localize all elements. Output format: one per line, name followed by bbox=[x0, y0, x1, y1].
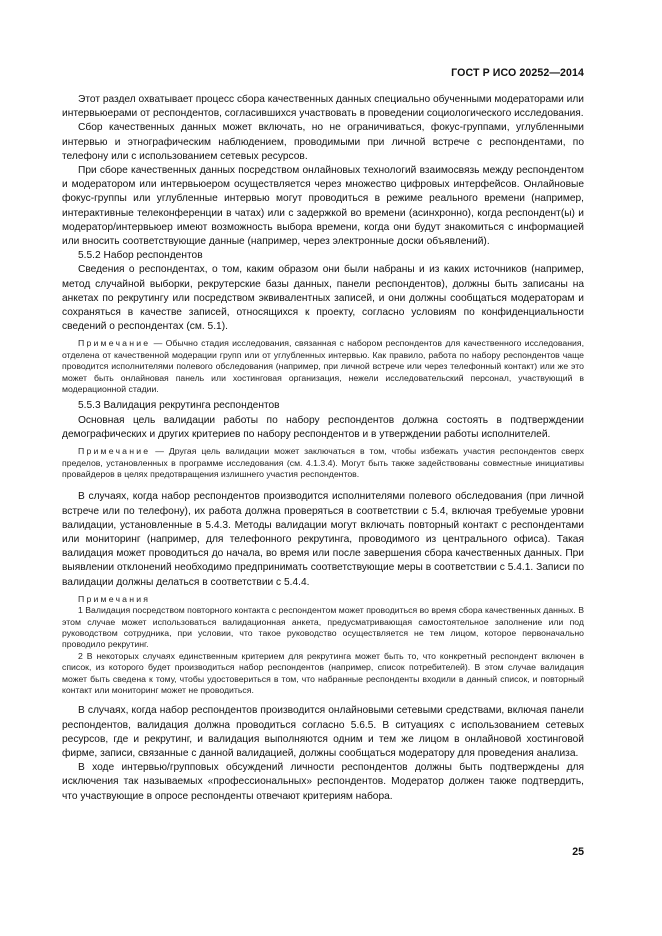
note-label: Примечание bbox=[78, 338, 151, 349]
note-item-1: 1 Валидация посредством повторного контакта с респондентом может проводиться во время сбора качественных данных. В этом случае может использоваться валидационная анкета, предусматривающая самостоятельное заполнение или под руководством сотрудника, при условии, что такое руководство осуществляется не тем лицом, которое первоначально проводило рекрутинг. bbox=[62, 605, 584, 650]
page-number: 25 bbox=[572, 846, 584, 858]
paragraph-scope: Этот раздел охватывает процесс сбора качественных данных специально обученными модераторами или интервьюерами от респондентов, согласившихся участвовать в проведении социологического исследования. bbox=[62, 94, 584, 120]
note-recruitment bbox=[62, 338, 584, 395]
section-heading-5-5-2: 5.5.2 Набор респондентов bbox=[78, 250, 203, 262]
paragraph-identity-check: В ходе интервью/групповых обсуждений личности респондентов должны быть подтверждены для исключения так называемых «профессиональных» респондентов. Модератор должен также подтвердить, что участвующие в опросе респонденты отвечают критериям набора. bbox=[62, 762, 584, 802]
note-text: — Обычно стадия исследования, связанная с набором респондентов для качественного исследования, отделена от качественной модерации групп или от углубленных интервью. Как правило, работа по набору респондентов чаще проводится исполнителями полевого обследования (например, при личной встрече или через телефонный контакт) или же это может быть онлайновая панель или хостинговая организация, нежели исследовательский персонал, участвующий в модерационной стадии. bbox=[62, 338, 584, 395]
paragraph-field-validation: В случаях, когда набор респондентов производится исполнителями полевого обследования (при личной встрече или по телефону), их работа должна проверяться в соответствии с 5.4, включая требуемые уровни валидации, установленные в 5.4.3. Методы валидации могут включать повторный контакт с респондентами или мониторинг (например, для телефонного рекрутинга, проводимого из центрального офиса). Такая валидация может проводиться до начала, во время или после завершения сбора качественных данных. При выявлении отклонений необходимо предпринимать соответствующие меры в соответствии с 5.4.1. Записи по валидации должны делаться в соответствии с 5.4.4. bbox=[62, 491, 584, 588]
notes-label: Примечания bbox=[78, 593, 151, 604]
section-heading-5-5-3: 5.5.3 Валидация рекрутинга респондентов bbox=[78, 400, 280, 412]
document-header: ГОСТ Р ИСО 20252—2014 bbox=[451, 67, 584, 79]
paragraph-methods: Сбор качественных данных может включать, но не ограничиваться, фокус-группами, углубленными интервью и этнографическим наблюдением, проводимыми при личной встрече с респондентами, по телефону или с использованием сетевых ресурсов. bbox=[62, 122, 584, 162]
note-text: — Другая цель валидации может заключаться в том, чтобы избежать участия респондентов сверх пределов, установленных в программе исследования (см. 4.1.3.4). Могут быть также задействованы совместные инициативы провайдеров в целях предотвращения излишнего участия респондентов. bbox=[62, 446, 584, 479]
note-item-2: 2 В некоторых случаях единственным критерием для рекрутинга может быть то, что конкретный респондент включен в список, из которого будет производиться набор респондентов (например, список потребителей). В этом случае валидация может быть сведена к тому, чтобы удостовериться в том, что набранные респонденты входили в данный список, и повторный контакт или мониторинг может не проводиться. bbox=[62, 650, 584, 695]
paragraph-online: При сборе качественных данных посредством онлайновых технологий взаимосвязь между респондентом и модератором или интервьюером осуществляется через множество цифровых интерфейсов. Онлайновые фокус-группы или углубленные интервью могут проводиться в режиме реального времени (например, интерактивные телеконференции в чатах) или с задержкой во времени (асинхронно), когда респондент(ы) и модератор/интервьюер имеют возможность выбора времени, когда они будут знакомиться с информацией или вносить соответствующие данные (например, через электронные доски объявлений). bbox=[62, 165, 584, 248]
note-label: Примечание bbox=[78, 446, 151, 457]
paragraph-online-recruitment: В случаях, когда набор респондентов производится онлайновыми сетевыми средствами, включая панели респондентов, валидация должна проводиться согласно 5.6.5. В ситуациях с использованием сетевых ресурсов, где и рекрутинг, и валидация выполняются одним и тем же лицом в онлайновой хостинговой фирме, записи, связанные с данной валидацией, должны сообщаться модератору для проведения анализа. bbox=[62, 705, 584, 759]
notes-heading bbox=[62, 594, 584, 605]
page-content bbox=[62, 93, 584, 804]
paragraph-recruitment: Сведения о респондентах, о том, каким образом они были набраны и из каких источников (например, метод случайной выборки, рекрутерские базы данных, панели респондентов), должны быть записаны на анкетах по рекрутингу или посредством эквивалентных записей, и они должны сообщаться модераторам и сохраняться в качестве записей, относящихся к проекту, согласно условиям по конфиденциальности сведений о респондентах (см. 5.1). bbox=[62, 264, 584, 333]
paragraph-validation-goal: Основная цель валидации работы по набору респондентов должна состоять в подтверждении демографических и других критериев по набору респондентов и в утверждении работы исполнителей. bbox=[62, 414, 584, 440]
note-validation bbox=[62, 446, 584, 480]
